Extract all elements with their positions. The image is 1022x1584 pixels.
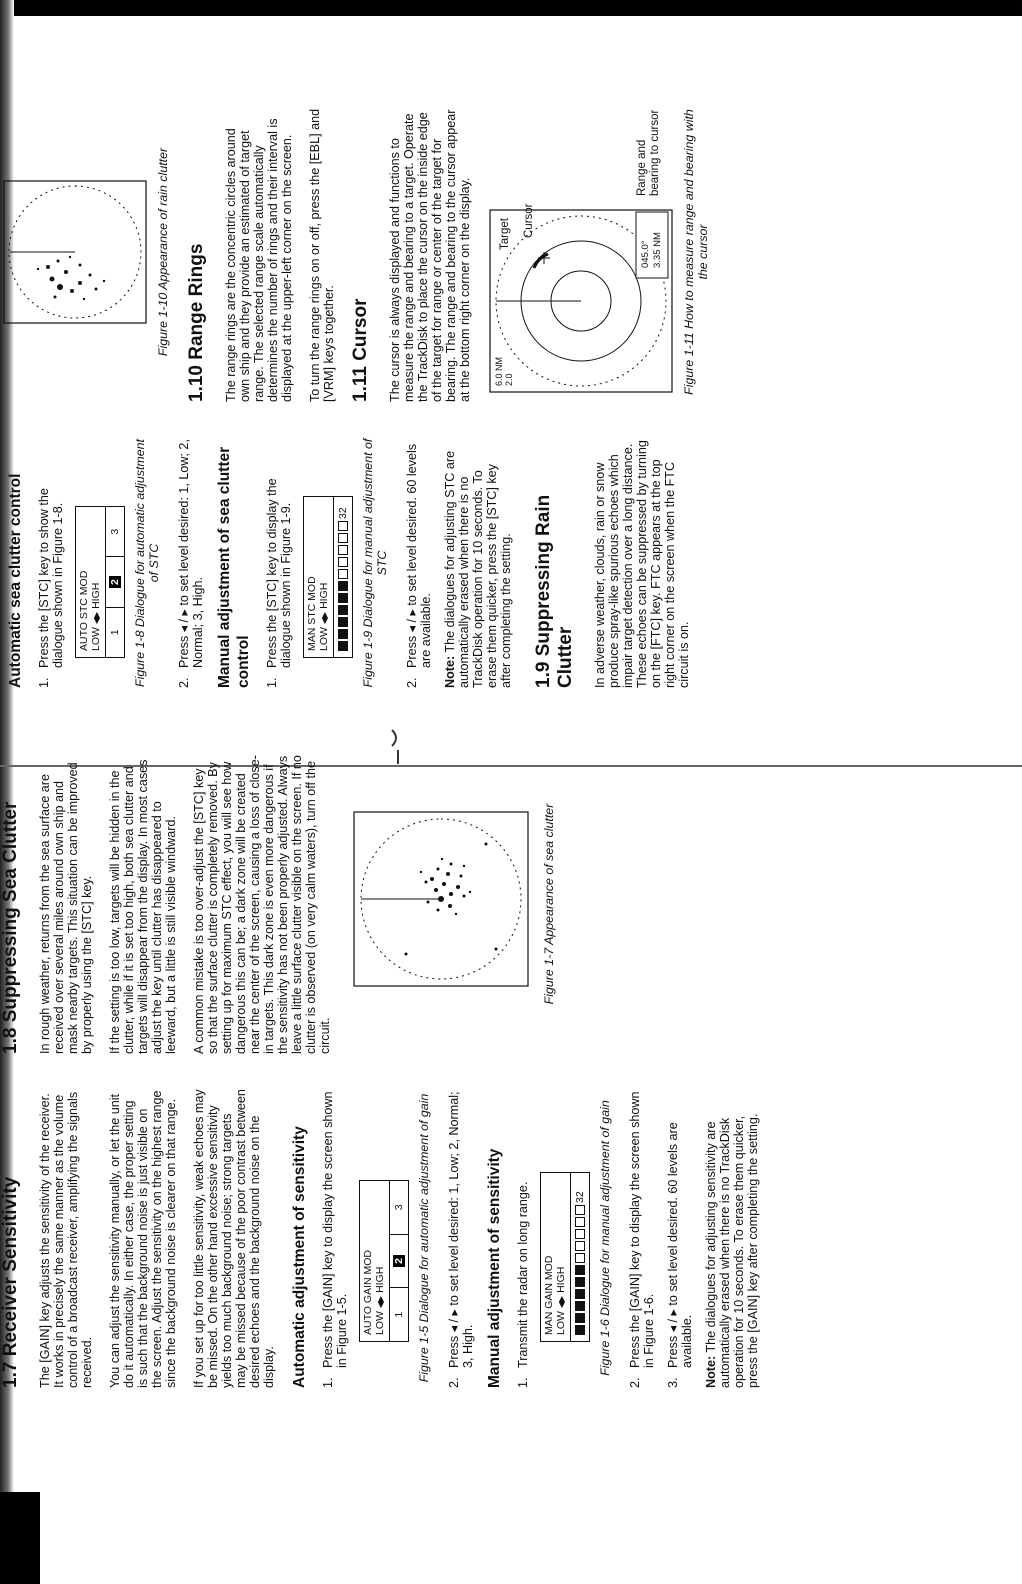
level-1: 1 (390, 1287, 408, 1341)
cursor-figure (486, 106, 676, 396)
bearing-readout: 045.0° (640, 240, 651, 268)
step: 3. Press ◂ / ▸ to set level desired. 60 levels are available. (666, 1122, 694, 1388)
section-title-1-8: 1.8 Suppressing Sea Clutter (0, 801, 21, 1054)
right-arrow-icon: ▶ (376, 1295, 385, 1302)
manual-gain-dialogue: MAN GAIN MOD LOW ◀▶ HIGH 32 (540, 1172, 590, 1342)
figure-caption: Figure 1-10 Appearance of rain clutter (156, 147, 170, 357)
ring-interval-label: 2.0 (504, 373, 514, 386)
column-receiver-sensitivity (0, 1088, 774, 1388)
figure-caption: Figure 1-5 Dialogue for automatic adjustment of gain (417, 1093, 431, 1383)
step: 2. Press ◂ / ▸ to set level desired: 1, Low; 2, Normal; 3, High. (447, 1091, 475, 1388)
figure-caption: Figure 1-11 How to measure range and bearing with the cursor (682, 109, 710, 395)
right-page (0, 20, 1020, 740)
figure-caption: Figure 1-9 Dialogue for manual adjustment of STC (361, 438, 389, 688)
heading-auto-stc: Automatic sea clutter control (7, 473, 24, 688)
figure-caption: Figure 1-7 Appearance of sea clutter (542, 803, 556, 1005)
left-arrow-icon: ◀ (92, 618, 101, 625)
step: 1. Press the [STC] key to show the dialogue shown in Figure 1-8. (37, 488, 65, 688)
step: 1. Press the [GAIN] key to display the screen shown in Figure 1-5. (321, 1091, 349, 1388)
paragraph: The cursor is always displayed and functions to measure the range and bearing to a target. Operate the TrackDisk to place the cursor on the inside edge of the target for range or center of the target for bearing. The range and bearing to the cursor appear at the bottom right corner on the display. (388, 109, 472, 402)
left-arrow-icon: ◀ (320, 618, 329, 625)
target-label: Target (499, 218, 511, 250)
level-2-selected: 2 (109, 576, 121, 588)
left-arrow-icon: ◀ (376, 1302, 385, 1309)
paragraph: A common mistake is too over-adjust the [STC] key so that the surface clutter is completely removed. By setting up for maximum STC effect, you will see how dangerous this can be; a dark zone will be created near the center of the screen, causing a loss of close-in targets. This dark zone is even more dangerous if the sensitivity has not been properly adjusted. Always leave a little surface clutter visible on the screen. If no clutter is observed (on very calm waters), turn off the circuit. (192, 755, 332, 1054)
left-arrow-icon: ◀ (557, 1302, 566, 1309)
cursor-label: Cursor (523, 203, 535, 238)
level-bar (571, 1173, 589, 1341)
readout-label: Range and bearing to cursor (636, 109, 661, 196)
paragraph: In rough weather, returns from the sea surface are received over several miles around own ship and mask nearby targets. This situation can be improved by properly using the [STC] key. (38, 762, 94, 1054)
sea-clutter-radar-image (346, 804, 536, 994)
manual-stc-dialogue: MAN STC MOD LOW ◀▶ HIGH 32 (303, 496, 353, 658)
right-arrow-icon: ▶ (92, 611, 101, 618)
paragraph: The range rings are the concentric circles around own ship and they provide an estimated of target range. The selected range scale automatically determines the number of rings and their interval is displayed at the upper-left corner on the screen. (224, 118, 294, 402)
scan-corner-block (0, 1492, 40, 1584)
paragraph: In adverse weather, clouds, rain or snow produce spray-like spurious echoes which impair target detection over a long distance. These echoes can be suppressed by turning on the [FTC] key. FTC appears at the top right corner on the screen when the FTC circuit is on. (593, 440, 691, 688)
paragraph: If you set up for too little sensitivity, weak echoes may be missed. On the other hand excessive sensitivity yields too much background noise; strong targets may be missed because of the poor contrast between desired echoes and the background noise on the display. (192, 1089, 276, 1388)
section-title-1-7: 1.7 Receiver Sensitivity (0, 1176, 21, 1388)
heading-auto-sensitivity: Automatic adjustment of sensitivity (291, 1126, 308, 1388)
paragraph: If the setting is too low, targets will be hidden in the clutter, while if it is set too high, both sea clutter and targets will disappear from the display. In most cases adjust the key until clutter has disappeared to leeward, but a little is still visible windward. (108, 759, 178, 1054)
dialogue-title: MAN GAIN MOD (543, 1255, 555, 1335)
heading-manual-stc: Manual adjustment of sea clutter control (216, 446, 252, 688)
level-selector (390, 1181, 408, 1341)
step: 2. Press ◂ / ▸ to set level desired. 60 levels are available. (405, 443, 433, 688)
dialogue-title: AUTO GAIN MOD (362, 1250, 374, 1335)
auto-stc-dialogue: AUTO STC MOD LOW ◀▶ HIGH 1 2 3 (75, 506, 125, 658)
dialogue-title: AUTO STC MOD (78, 570, 90, 651)
column-range-rings-cursor (0, 102, 726, 402)
level-value: 32 (574, 1191, 586, 1203)
step: 1. Transmit the radar on long range. (516, 1181, 530, 1388)
right-arrow-icon: ▶ (320, 611, 329, 618)
range-readout: 3.35 NM (652, 232, 663, 268)
level-bar (334, 497, 352, 657)
level-3: 3 (109, 528, 121, 535)
level-2-selected: 2 (393, 1255, 405, 1267)
rain-clutter-radar-image (0, 177, 150, 327)
section-title-1-11: 1.11 Cursor (350, 298, 371, 402)
level-value: 32 (337, 507, 349, 519)
figure-caption: Figure 1-6 Dialogue for manual adjustment of gain (598, 1100, 612, 1376)
note: Note: The dialogues for adjusting STC are automatically erased when there is no TrackDisk operation for 10 seconds. To erase them quicker, press the [STC] key after completing the setting. (443, 450, 513, 688)
level-3: 3 (393, 1204, 405, 1211)
dialogue-title: MAN STC MOD (306, 576, 318, 651)
step: 2. Press ◂ / ▸ to set level desired: 1, Low; 2, Normal; 3, High. (177, 439, 205, 688)
level-selector (106, 507, 124, 657)
range-scale-label: 6.0 NM (494, 356, 504, 386)
paragraph: The [GAIN] key adjusts the sensitivity of the receiver. It works in precisely the same manner as the volume control of a broadcast receiver, amplifying the signals received. (38, 1091, 94, 1388)
column-sea-clutter (0, 754, 572, 1054)
paragraph: You can adjust the sensitivity manually, or let the unit do it automatically. In either case, the proper setting is such that the background noise is just visible on the screen. Adjust the sensitivity on the highest range since the background noise is clearer on that range. (108, 1090, 178, 1388)
step: 2. Press the [GAIN] key to display the screen shown in Figure 1-6. (628, 1091, 656, 1388)
heading-manual-sensitivity: Manual adjustment of sensitivity (486, 1148, 503, 1388)
right-arrow-icon: ▶ (557, 1295, 566, 1302)
figure-caption: Figure 1-8 Dialogue for automatic adjustment of STC (133, 439, 161, 687)
paragraph: To turn the range rings on or off, press the [EBL] and [VRM] keys together. (308, 108, 336, 402)
step: 1. Press the [STC] key to display the dialogue shown in Figure 1-9. (265, 478, 293, 688)
section-title-1-10: 1.10 Range Rings (186, 243, 207, 402)
note: Note: The dialogues for adjusting sensitivity are automatically erased when there is no TrackDisk operation for 10 seconds. To erase them quicker, press the [GAIN] key after completing the setting. (704, 1113, 760, 1388)
section-title-1-9: 1.9 Suppressing Rain Clutter (533, 494, 576, 688)
auto-gain-dialogue: AUTO GAIN MOD LOW ◀▶ HIGH 1 2 3 (359, 1180, 409, 1342)
column-stc (0, 438, 705, 688)
level-1: 1 (106, 607, 124, 657)
